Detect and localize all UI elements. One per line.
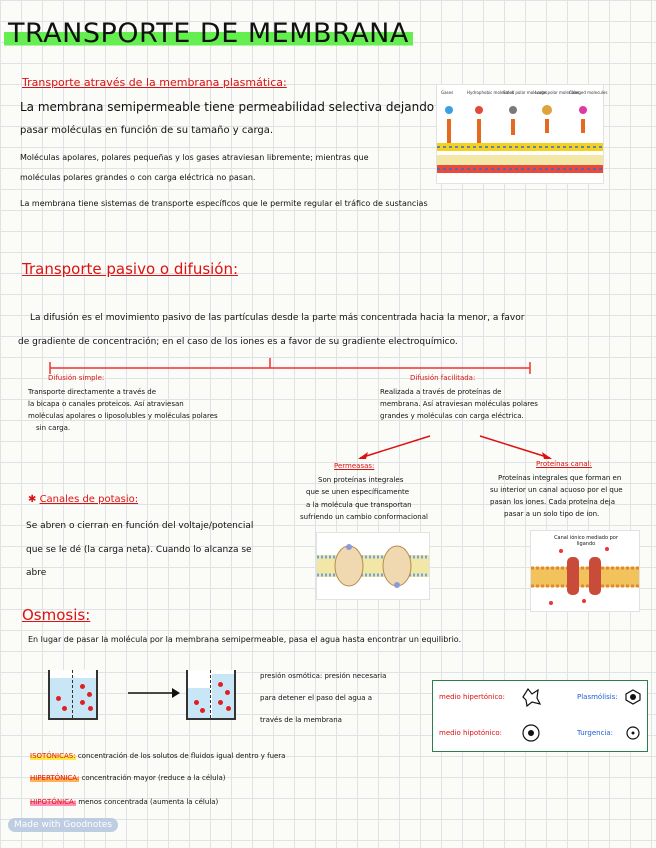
hypertonic-label: medio hipertónico: [439, 693, 505, 701]
osmosis-intro: En lugar de pasar la molécula por la membrana semipermeable, pasa el agua hasta encontrar un equilibrio. [28, 635, 462, 644]
asterisk-icon: ✱ [28, 494, 40, 505]
facilitated-line-2: membrana. Así atraviesan moléculas polares [380, 400, 538, 408]
plasmolysis-label: Plasmólisis: [577, 693, 618, 701]
fig-label-hydrophobic: Hydrophobic molecules [467, 90, 514, 95]
watermark: Made with Goodnotes [8, 818, 118, 832]
turgor-label: Turgencia: [577, 729, 614, 737]
section1-line-2: pasar moléculas en función de su tamaño y carga. [20, 125, 274, 136]
section1-line-4: moléculas polares grandes o con carga eléctrica no pasan. [20, 173, 256, 182]
fig-label-gases: Gases [441, 90, 454, 95]
permeases-line-2: que se unen específicamente [306, 488, 410, 496]
section3-heading: Osmosis: [22, 606, 91, 624]
facilitated-line-3: grandes y moléculas con carga eléctrica. [380, 412, 524, 420]
section1-line-1: La membrana semipermeable tiene permeabilidad selectiva dejando [20, 100, 435, 114]
potassium-line-3: abre [26, 568, 47, 578]
membrane-diagram [437, 85, 608, 183]
fig-label-charged: Charged molecules [569, 90, 608, 95]
hypotonic-label: medio hipotónico: [439, 729, 503, 737]
simple-line-1: Transporte directamente a través de [28, 388, 157, 396]
simple-line-2: la bicapa o canales proteicos. Así atraviesan [28, 400, 184, 408]
shrunken-cell-icon [519, 685, 543, 709]
page-title: TRANSPORTE DE MEMBRANA [4, 18, 413, 49]
permeases-line-1: Son proteínas integrales [318, 476, 404, 484]
simple-line-4: sin carga. [36, 424, 71, 432]
permeases-line-4: sufriendo un cambio conformacional [300, 513, 428, 521]
simple-diffusion-label: Difusión simple: [48, 374, 105, 382]
facilitated-line-1: Realizada a través de proteínas de [380, 388, 502, 396]
section1-line-3: Moléculas apolares, polares pequeñas y los gases atraviesan libremente; mientras que [20, 153, 369, 162]
ion-channel-figure-title: Canal iónico mediado por ligando [554, 535, 618, 547]
fig-label-small-polar: Small polar molecules [503, 90, 548, 95]
channels-line-3: pasan los iones. Cada proteína deja [490, 498, 616, 506]
permease-figure [316, 532, 430, 600]
potassium-line-2: que se le dé (la carga neta). Cuando lo alcanza se [26, 545, 252, 555]
arrows [449, 119, 583, 143]
permeases-line-3: a la molécula que transportan [306, 501, 412, 509]
membrane-permeability-figure [436, 84, 608, 184]
osmosis-arrow-icon [126, 686, 182, 700]
beaker-before [48, 670, 98, 720]
channel-proteins-label: Proteínas canal: [536, 460, 592, 468]
definition-isotonic: ISOTÓNICAS: concentración de los solutos de fluidos igual dentro y fuera [30, 752, 286, 760]
pressure-line-2: para detener el paso del agua a [260, 694, 373, 702]
plasmolysis-cell-icon [625, 689, 641, 705]
permease-diagram [317, 533, 429, 599]
pressure-line-3: través de la membrana [260, 716, 342, 724]
section1-heading: Transporte através de la membrana plasmática: [22, 76, 287, 89]
section1-line-5: La membrana tiene sistemas de transporte específicos que le permite regular el tráfico de sustancias [20, 199, 428, 208]
tonicity-box [432, 680, 648, 752]
beaker-after [186, 670, 236, 720]
section2-intro-2: de gradiente de concentración; en el caso de los iones es a favor de su gradiente electroquímico. [18, 337, 458, 347]
section2-heading: Transporte pasivo o difusión: [22, 260, 239, 278]
pressure-line-1: presión osmótica: presión necesaria [260, 672, 387, 680]
channels-line-4: pasar a un solo tipo de ion. [504, 510, 600, 518]
channels-line-2: su interior un canal acuoso por el que [490, 486, 623, 494]
simple-line-3: moléculas apolares o liposolubles y moléculas polares [28, 412, 218, 420]
potassium-line-1: Se abren o cierran en función del voltaje/potencial [26, 521, 254, 531]
channels-line-1: Proteínas integrales que forman en [498, 474, 622, 482]
ion-channel-figure [530, 530, 640, 612]
molecule-icons [445, 105, 587, 115]
facilitated-diffusion-label: Difusión facilitada: [410, 374, 476, 382]
turgor-cell-icon [625, 725, 641, 741]
permeases-label: Permeasas: [334, 462, 375, 470]
definition-hypotonic: HIPOTÓNICA: menos concentrada (aumenta la célula) [30, 798, 219, 806]
potassium-label: ✱ Canales de potasio: [28, 494, 139, 505]
definition-hypertonic: HIPERTÓNICA: concentración mayor (reduce a la célula) [30, 774, 226, 782]
section2-intro-1: La difusión es el movimiento pasivo de las partículas desde la parte más concentrada hacia la menor, a favor [30, 313, 525, 323]
fig-label-large-polar: Large polar molecules [535, 90, 580, 95]
swollen-cell-icon [519, 721, 543, 745]
